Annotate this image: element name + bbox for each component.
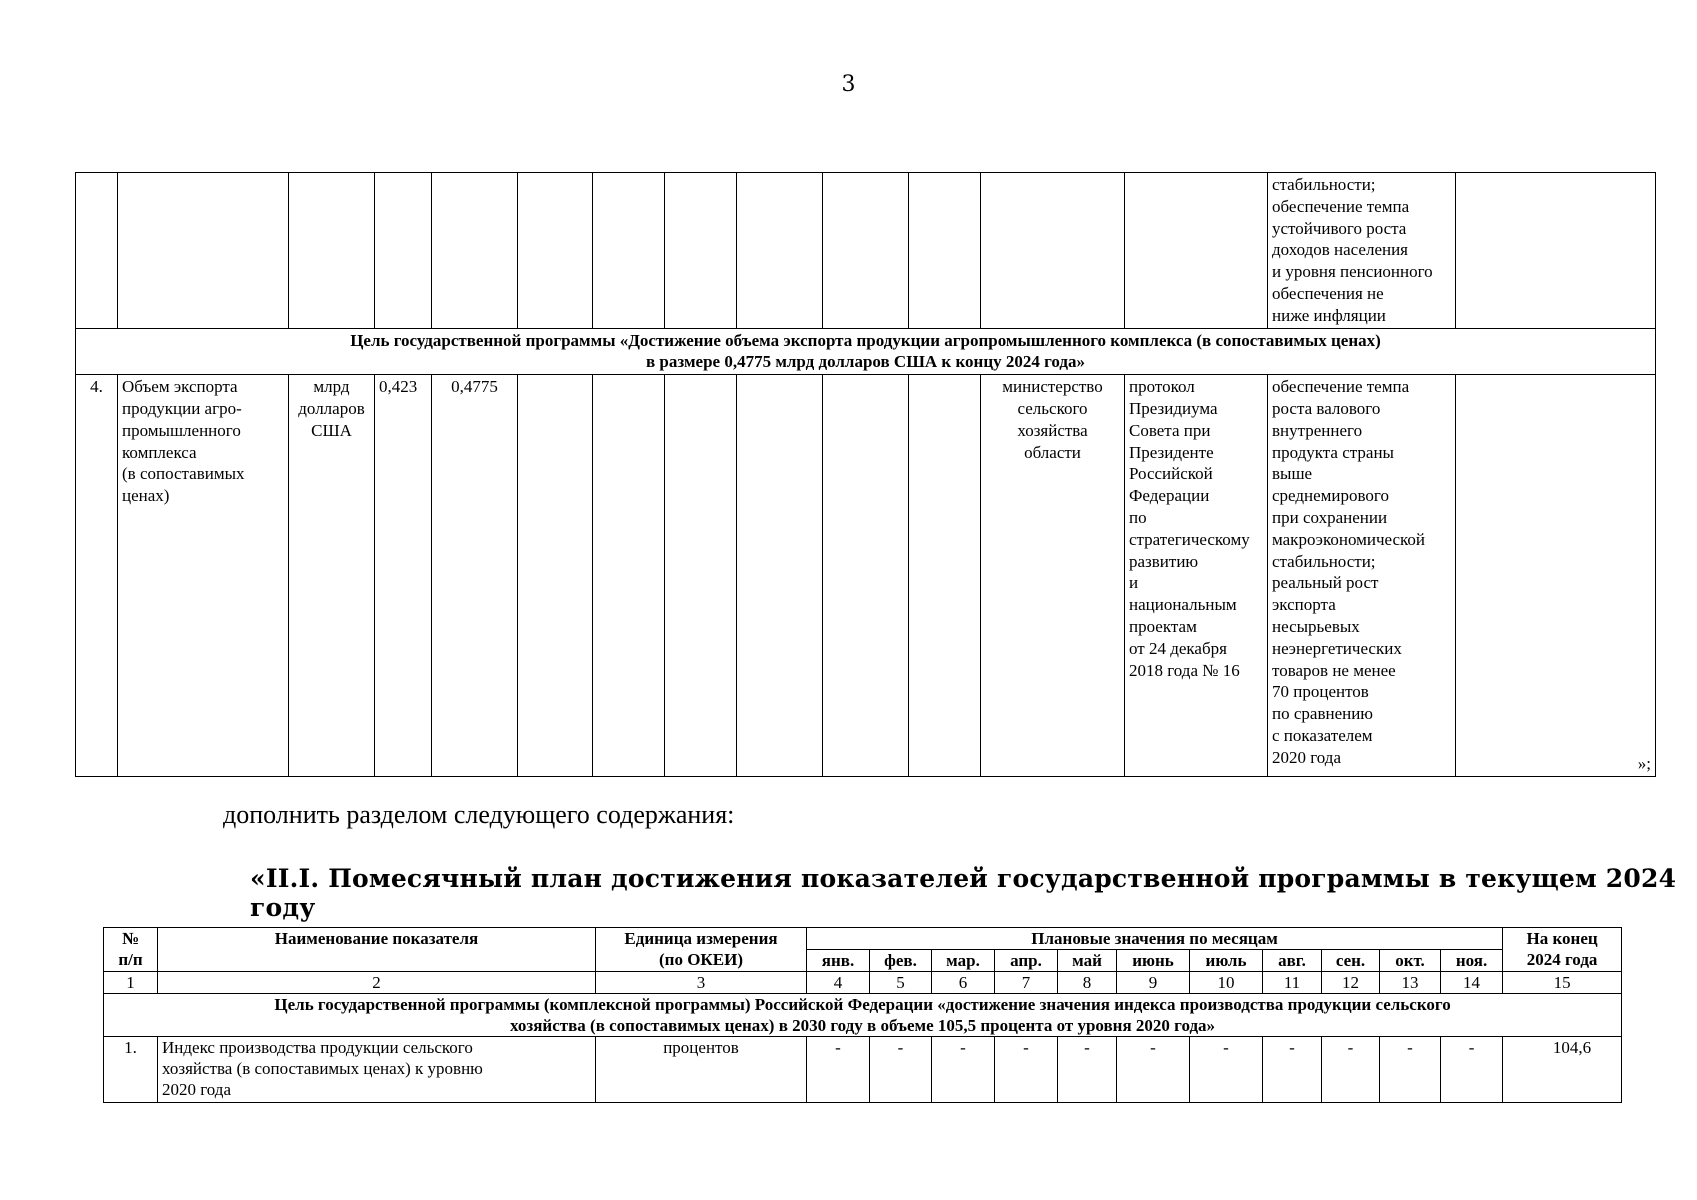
cell-empty <box>737 173 823 329</box>
cell-empty <box>593 375 665 777</box>
month-header: апр. <box>995 950 1058 972</box>
column-number: 12 <box>1322 972 1380 994</box>
month-header: янв. <box>807 950 870 972</box>
column-number: 5 <box>870 972 932 994</box>
column-numbers-row <box>104 972 1622 994</box>
column-number: 4 <box>807 972 870 994</box>
cell-empty <box>823 173 909 329</box>
monthly-value: - <box>1263 1037 1322 1103</box>
cell-empty <box>289 173 375 329</box>
month-header: май <box>1058 950 1117 972</box>
end-of-year-value: 104,6 <box>1503 1037 1622 1103</box>
indicator-name: Объем экспорта продукции агро- промышленного комплекса (в сопоставимых ценах) <box>118 375 289 777</box>
indicator-row <box>104 1037 1622 1103</box>
month-header: июль <box>1190 950 1263 972</box>
base-value: 0,423 <box>375 375 432 777</box>
month-header: окт. <box>1380 950 1441 972</box>
month-header: сен. <box>1322 950 1380 972</box>
link-to-goals: обеспечение темпа роста валового внутреннего продукта страны выше среднемирового при сохранении макроэкономической стабильности; реальный рост экспорта несырьевых неэнергетических товаров не менее 70 процентов по сравнению с показателем 2020 года <box>1268 375 1456 777</box>
goal-text: Цель государственной программы (комплексной программы) Российской Федерации «достижение значения индекса производства продукции сельского хозяйства (в сопоставимых ценах) в 2030 году в объеме 105,5 процента от уровня 2020 года» <box>104 994 1622 1037</box>
cell-empty <box>909 375 981 777</box>
column-number: 14 <box>1441 972 1503 994</box>
indicator-unit: процентов <box>596 1037 807 1103</box>
header-number: № п/п <box>104 928 158 972</box>
cell-empty <box>981 173 1125 329</box>
month-header: мар. <box>932 950 995 972</box>
header-unit: Единица измерения (по ОКЕИ) <box>596 928 807 972</box>
column-number: 6 <box>932 972 995 994</box>
cell-empty <box>76 173 118 329</box>
header-monthly: Плановые значения по месяцам <box>807 928 1503 950</box>
closing-quote: »; <box>1456 375 1656 777</box>
indicator-unit: млрд долларов США <box>289 375 375 777</box>
monthly-plan-table <box>103 927 1622 1103</box>
monthly-value: - <box>1190 1037 1263 1103</box>
monthly-value: - <box>1058 1037 1117 1103</box>
monthly-value: - <box>1441 1037 1503 1103</box>
indicator-row <box>76 375 1656 777</box>
monthly-value: - <box>995 1037 1058 1103</box>
goal-row <box>104 994 1622 1037</box>
monthly-value: - <box>807 1037 870 1103</box>
indicator-name: Индекс производства продукции сельского хозяйства (в сопоставимых ценах) к уровню 2020 года <box>158 1037 596 1103</box>
cell-empty <box>118 173 289 329</box>
header-row <box>104 928 1622 950</box>
cell-empty <box>1456 173 1656 329</box>
header-name: Наименование показателя <box>158 928 596 972</box>
cell-empty <box>665 173 737 329</box>
row-number: 1. <box>104 1037 158 1103</box>
link-cell-continued: стабильности; обеспечение темпа устойчивого роста доходов населения и уровня пенсионного обеспечения не ниже инфляции <box>1268 173 1456 329</box>
monthly-value: - <box>1117 1037 1190 1103</box>
monthly-value: - <box>1322 1037 1380 1103</box>
column-number: 13 <box>1380 972 1441 994</box>
column-number: 15 <box>1503 972 1622 994</box>
source-document: протокол Президиума Совета при Президенте Российской Федерации по стратегическому развитию и национальным проектам от 24 декабря 2018 года № 16 <box>1125 375 1268 777</box>
goal-text: Цель государственной программы «Достижение объема экспорта продукции агропромышленного комплекса (в сопоставимых ценах) в размере 0,4775 млрд долларов США к концу 2024 года» <box>76 328 1656 375</box>
monthly-value: - <box>1380 1037 1441 1103</box>
monthly-value: - <box>870 1037 932 1103</box>
month-header: июнь <box>1117 950 1190 972</box>
column-number: 1 <box>104 972 158 994</box>
responsible-body: министерство сельского хозяйства области <box>981 375 1125 777</box>
column-number: 9 <box>1117 972 1190 994</box>
cell-empty <box>432 173 518 329</box>
indicators-table <box>75 172 1656 777</box>
month-header: авг. <box>1263 950 1322 972</box>
row-number: 4. <box>76 375 118 777</box>
month-header: ноя. <box>1441 950 1503 972</box>
monthly-value: - <box>932 1037 995 1103</box>
column-number: 8 <box>1058 972 1117 994</box>
column-number: 11 <box>1263 972 1322 994</box>
cell-empty <box>909 173 981 329</box>
continuation-row <box>76 173 1656 329</box>
page-number: 3 <box>841 72 856 97</box>
column-number: 7 <box>995 972 1058 994</box>
column-number: 10 <box>1190 972 1263 994</box>
cell-empty <box>593 173 665 329</box>
column-number: 3 <box>596 972 807 994</box>
cell-empty <box>375 173 432 329</box>
cell-empty <box>665 375 737 777</box>
cell-empty <box>737 375 823 777</box>
section-heading: «II.I. Помесячный план достижения показателей государственной программы в текущем 2024 году <box>250 864 1677 922</box>
cell-empty <box>823 375 909 777</box>
value-2024: 0,4775 <box>432 375 518 777</box>
goal-row <box>76 328 1656 375</box>
cell-empty <box>1125 173 1268 329</box>
column-number: 2 <box>158 972 596 994</box>
intro-text: дополнить разделом следующего содержания: <box>223 800 735 829</box>
month-header: фев. <box>870 950 932 972</box>
cell-empty <box>518 173 593 329</box>
cell-empty <box>518 375 593 777</box>
header-end-of-year: На конец 2024 года <box>1503 928 1622 972</box>
